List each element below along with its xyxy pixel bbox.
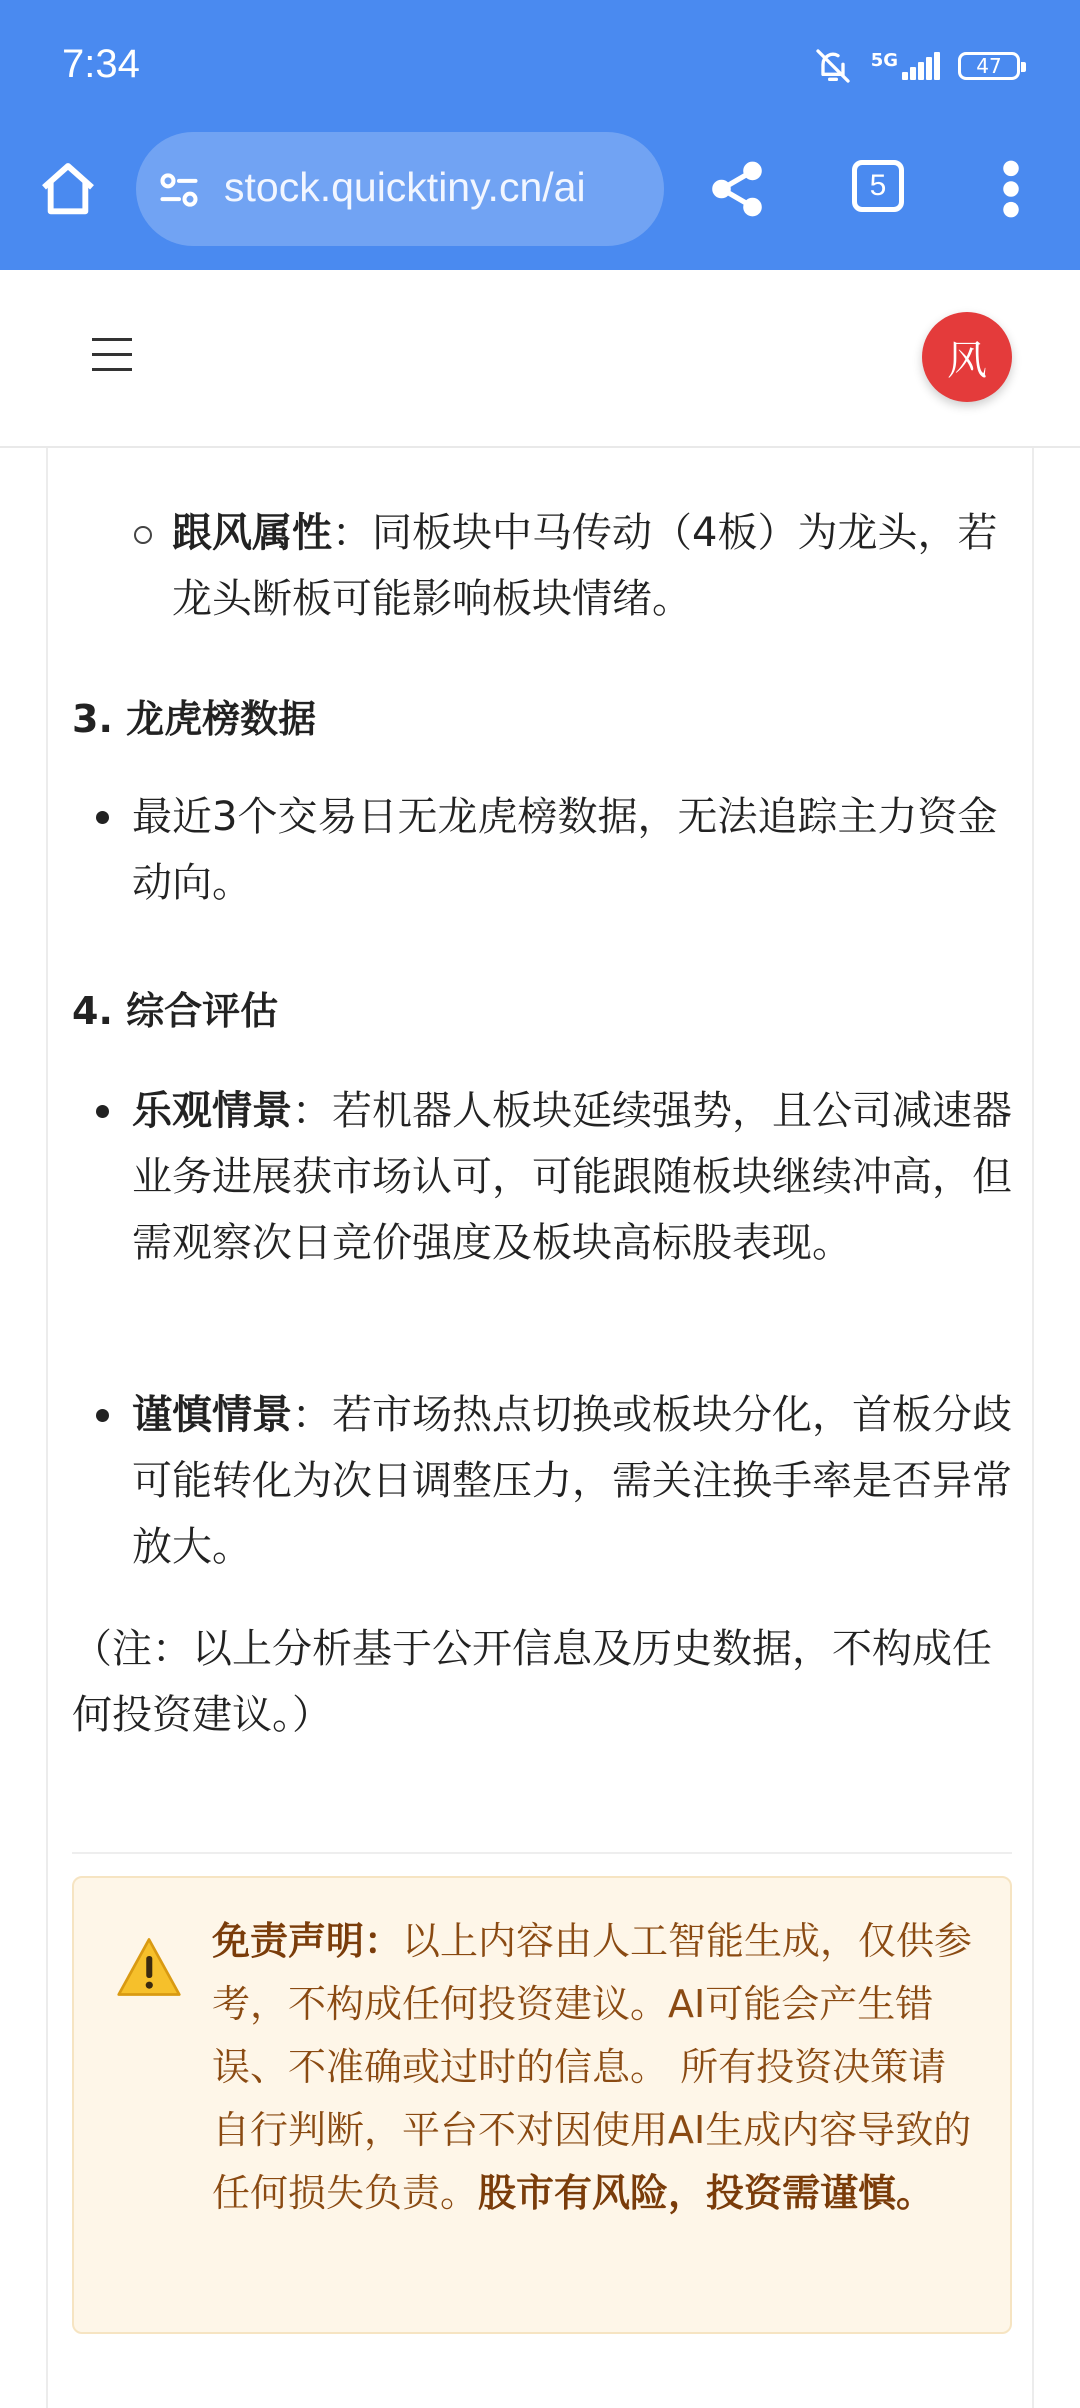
section-heading: 3. 龙虎榜数据: [72, 697, 317, 741]
network-type: 5G: [870, 50, 898, 71]
disclaimer-note: （注：以上分析基于公开信息及历史数据，不构成任何投资建议。）: [72, 1626, 992, 1738]
divider: [72, 1852, 1012, 1854]
avatar-char: 风: [947, 337, 987, 384]
menu-icon[interactable]: [92, 338, 132, 372]
list-item: [172, 500, 1012, 632]
tab-switcher-button[interactable]: [852, 160, 904, 212]
disclaimer-box: [72, 1876, 1012, 2334]
status-icons: [813, 46, 1020, 86]
list-item: [132, 1078, 1012, 1276]
share-icon[interactable]: [706, 158, 768, 220]
list-item: [132, 784, 1012, 916]
warning-icon: [116, 1936, 182, 1998]
more-options-icon[interactable]: [998, 158, 1024, 220]
item-label: 谨慎情景: [132, 1392, 292, 1438]
disclaimer-title: 免责声明：: [212, 1919, 403, 1963]
disclaimer-text: [212, 1910, 982, 2225]
battery-level: 47: [976, 54, 1002, 78]
address-bar[interactable]: [136, 132, 664, 246]
site-header: [0, 270, 1080, 448]
list-item: [132, 1382, 1012, 1580]
avatar[interactable]: [922, 312, 1012, 402]
item-text: ：同板块中马传动（4板）为龙头，若龙头断板可能影响板块情绪。: [172, 510, 998, 622]
bell-off-icon: [813, 46, 853, 86]
battery-icon: [958, 52, 1020, 80]
status-bar: [0, 0, 1080, 120]
signal-icon: [871, 52, 940, 80]
disclaimer-emphasis: 股市有风险，投资需谨慎。: [478, 2171, 935, 2215]
section-heading: 4. 综合评估: [72, 989, 279, 1033]
item-text: ：若机器人板块延续强势，且公司减速器业务进展获市场认可，可能跟随板块继续冲高，但需观察次日竞价强度及板块高标股表现。: [132, 1088, 1012, 1266]
url-text[interactable]: stock.quicktiny.cn/ai: [224, 164, 586, 210]
browser-chrome: [0, 0, 1080, 270]
tab-count: 5: [869, 169, 887, 202]
item-label: 乐观情景: [132, 1088, 292, 1134]
bullet-icon: [96, 811, 109, 824]
disclaimer-body: 以上内容由人工智能生成，仅供参考，不构成任何投资建议。AI可能会产生错误、不准确或过时的信息。 所有投资决策请自行判断，平台不对因使用AI生成内容导致的任何损失负责。: [212, 1919, 973, 2215]
item-label: 跟风属性: [172, 510, 332, 556]
browser-toolbar: [0, 130, 1080, 250]
site-settings-icon[interactable]: [156, 168, 202, 212]
home-icon[interactable]: [36, 158, 100, 222]
hollow-bullet-icon: [134, 526, 152, 544]
bullet-icon: [96, 1105, 109, 1118]
item-text: ：若市场热点切换或板块分化，首板分歧可能转化为次日调整压力，需关注换手率是否异常放大。: [132, 1392, 1012, 1570]
article-card: [46, 448, 1034, 2408]
bullet-icon: [96, 1409, 109, 1422]
item-text: 最近3个交易日无龙虎榜数据，无法追踪主力资金动向。: [132, 794, 998, 906]
status-time: 7:34: [62, 42, 140, 86]
